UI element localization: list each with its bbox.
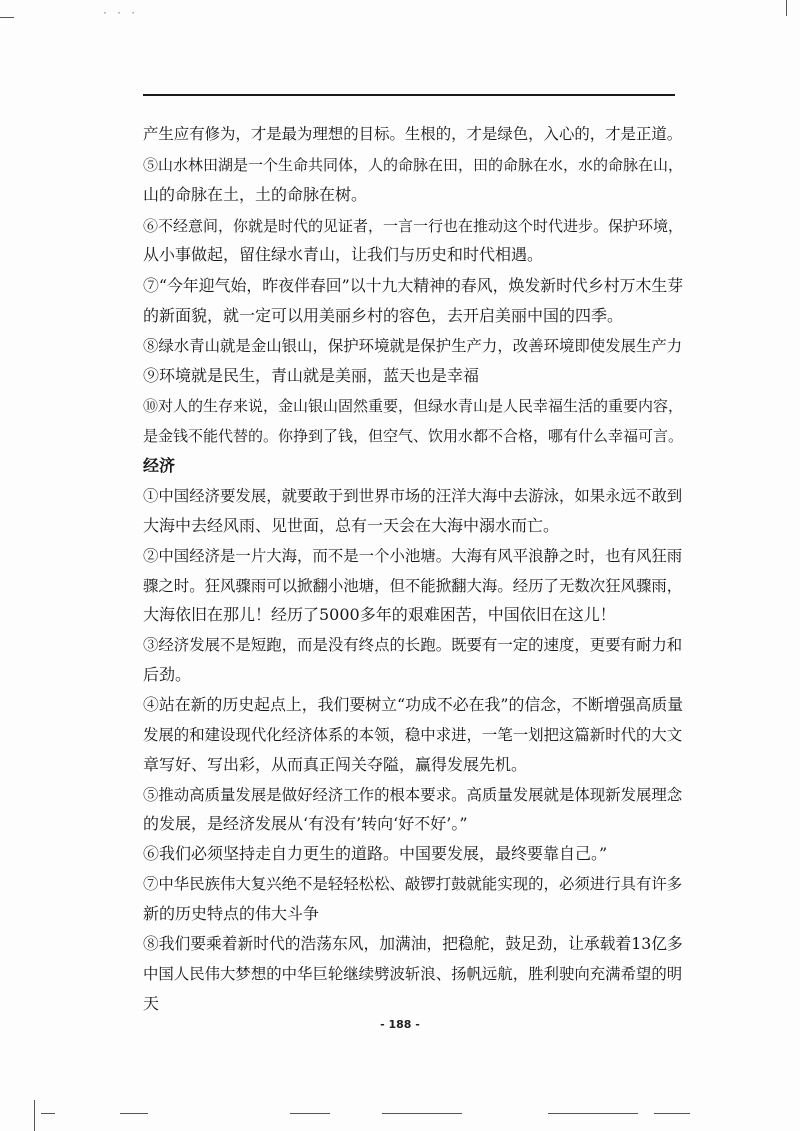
scan-mark-top-right xyxy=(786,0,787,16)
scan-dash-bottom-4 xyxy=(382,1113,462,1114)
scan-mark-top-left xyxy=(0,17,14,18)
text-line: 是金钱不能代替的。你挣到了钱，但空气、饮用水都不合格，哪有什么幸福可言。 xyxy=(143,427,684,445)
text-line: 发展的和建设现代化经济体系的本领，稳中求进，一笔一划把这篇新时代的大文 xyxy=(143,726,683,744)
text-line: 山的命脉在土，土的命脉在树。 xyxy=(143,185,368,204)
scan-dash-bottom-5 xyxy=(548,1113,638,1114)
page-number: - 188 - xyxy=(380,1018,420,1031)
text-line: ⑨环境就是民生，青山就是美丽，蓝天也是幸福 xyxy=(143,366,480,385)
text-line: 章写好、写出彩，从而真正闯关夺隘，赢得发展先机。 xyxy=(143,755,528,774)
text-line: 后劲。 xyxy=(143,665,192,684)
text-line: 从小事做起，留住绿水青山，让我们与历史和时代相遇。 xyxy=(143,245,544,264)
text-line: 新的历史特点的伟大斗争 xyxy=(143,904,320,923)
text-line: ⑧绿水青山就是金山银山，保护环境就是保护生产力，改善环境即使发展生产力 xyxy=(143,337,683,355)
text-line: ⑤推动高质量发展是做好经济工作的根本要求。高质量发展就是体现新发展理念 xyxy=(143,786,683,804)
text-line: 天 xyxy=(143,994,160,1013)
scan-dots-top: · · · xyxy=(102,8,138,19)
scan-dash-bottom-2 xyxy=(120,1113,148,1114)
text-line: 的发展，是经济发展从‘有没有’转向‘好不好’。” xyxy=(143,814,468,833)
text-line: ①中国经济要发展，就要敢于到世界市场的汪洋大海中去游泳，如果永远不敢到 xyxy=(143,487,683,505)
text-line: ⑥不经意间，你就是时代的见证者，一言一行也在推动这个时代进步。保护环境， xyxy=(143,217,684,235)
header-rule xyxy=(143,94,675,96)
text-line: 骤之时。狂风骤雨可以掀翻小池塘，但不能掀翻大海。经历了无数次狂风骤雨， xyxy=(143,577,683,595)
text-line: ⑧我们要乘着新时代的浩荡东风，加满油，把稳舵，鼓足劲，让承载着13亿多 xyxy=(143,934,683,953)
text-line: 产生应有修为，才是最为理想的目标。生根的，才是绿色，入心的，才是正道。 xyxy=(143,125,683,143)
section-heading: 经济 xyxy=(143,456,176,475)
text-line: ⑦中华民族伟大复兴绝不是轻轻松松、敲锣打鼓就能实现的，必须进行具有许多 xyxy=(143,875,683,893)
scan-mark-bottom-left xyxy=(34,1100,35,1131)
text-line: 的新面貌，就一定可以用美丽乡村的容色，去开启美丽中国的四季。 xyxy=(143,306,624,325)
scan-dash-bottom-3 xyxy=(290,1113,330,1114)
text-line: ②中国经济是一片大海，而不是一个小池塘。大海有风平浪静之时，也有风狂雨 xyxy=(143,547,683,565)
text-line: ⑦“今年迎气始，昨夜伴春回”以十九大精神的春风，焕发新时代乡村万木生芽 xyxy=(143,276,684,295)
text-line: ③经济发展不是短跑，而是没有终点的长跑。既要有一定的速度，更要有耐力和 xyxy=(143,636,683,654)
text-line: 大海依旧在那儿！经历了5000多年的艰难困苦，中国依旧在这儿！ xyxy=(143,605,616,624)
text-line: ④站在新的历史起点上，我们要树立“功成不必在我”的信念，不断增强高质量 xyxy=(143,695,684,714)
scan-dash-bottom-6 xyxy=(654,1113,690,1114)
text-line: ⑤山水林田湖是一个生命共同体，人的命脉在田，田的命脉在水，水的命脉在山， xyxy=(143,156,684,174)
text-line: ⑩对人的生存来说，金山银山固然重要，但绿水青山是人民幸福生活的重要内容， xyxy=(143,397,684,415)
text-line: ⑥我们必须坚持走自力更生的道路。中国要发展，最终要靠自己。” xyxy=(143,844,608,863)
text-line: 大海中去经风雨、见世面，总有一天会在大海中溺水而亡。 xyxy=(143,516,560,535)
scan-dash-bottom-1 xyxy=(41,1113,55,1114)
text-line: 中国人民伟大梦想的中华巨轮继续劈波斩浪、扬帆远航，胜利驶向充满希望的明 xyxy=(143,965,683,983)
